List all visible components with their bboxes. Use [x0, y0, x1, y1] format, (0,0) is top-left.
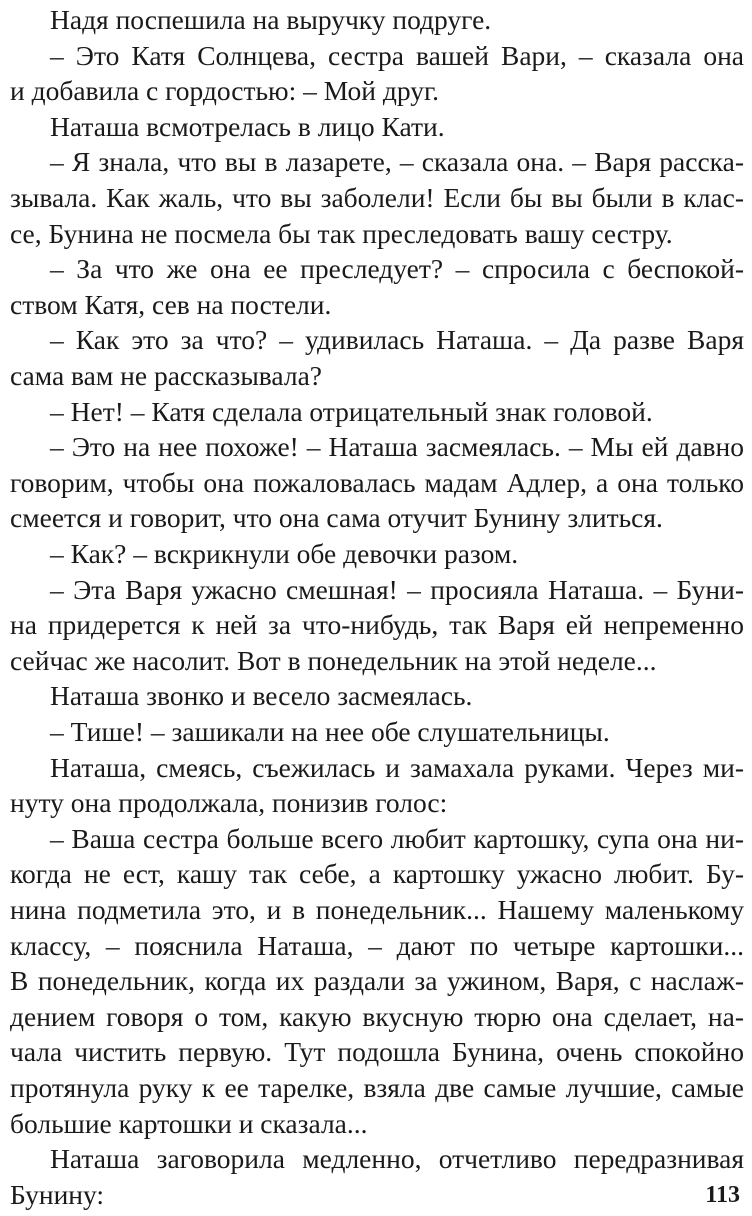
text-line: когда не ест, кашу так себе, а картошку ужасно любит. Бу- [10, 858, 744, 890]
text-line: – Как? – вскрикнули обе девочки разом. [50, 538, 519, 569]
text-line: смеется и говорит, что она сама отучит Бунину злиться. [10, 502, 663, 534]
text-line: – Это Катя Солнцева, сестра вашей Вари, – сказала она [50, 39, 744, 71]
text-line: ством Катя, сев на постели. [10, 288, 332, 320]
text-line: – Эта Варя ужасно смешная! – просияла Наташа. – Буни- [50, 573, 744, 605]
text-line: зывала. Как жаль, что вы заболели! Если бы вы были в клас- [10, 182, 744, 213]
text-line: на придерется к ней за что-нибудь, так Варя ей непременно [10, 609, 744, 641]
text-line: се, Бунина не посмела бы так преследовать вашу сестру. [10, 217, 673, 249]
text-line: Бунину: [10, 1178, 105, 1210]
text-line: Наташа всмотрелась в лицо Кати. [50, 110, 445, 142]
text-line: – Как это за что? – удивилась Наташа. – Да разве Варя [50, 324, 744, 356]
text-line: Наташа заговорила медленно, отчетливо передразнивая [50, 1143, 744, 1175]
text-line: В понедельник, когда их раздали за ужином, Варя, с наслаж- [10, 965, 744, 997]
text-line: – Я знала, что вы в лазарете, – сказала она. – Варя расска- [50, 146, 744, 178]
page-number: 113 [705, 1182, 740, 1208]
text-line: – За что же она ее преследует? – спросила с беспокой- [50, 253, 744, 285]
text-line: нуту она продолжала, понизив голос: [10, 787, 448, 819]
text-line: – Нет! – Катя сделала отрицательный знак головой. [50, 395, 653, 427]
text-line: – Ваша сестра больше всего любит картошку, супа она ни- [50, 822, 744, 854]
text-line: – Это на нее похоже! – Наташа засмеялась. – Мы ей давно [50, 431, 744, 463]
text-line: Наташа звонко и весело засмеялась. [50, 680, 473, 712]
text-line: – Тише! – зашикали на нее обе слушательницы. [50, 716, 610, 747]
text-line: сейчас же насолит. Вот в понедельник на этой неделе... [10, 644, 657, 676]
text-line: говорим, чтобы она пожаловалась мадам Адлер, а она только [10, 466, 744, 498]
text-line: классу, – пояснила Наташа, – дают по четыре картошки... [10, 929, 744, 961]
text-line: протянула руку к ее тарелке, взяла две самые лучшие, самые [10, 1072, 744, 1103]
text-line: чала чистить первую. Тут подошла Бунина, очень спокойно [10, 1036, 744, 1068]
text-line: нина подметила это, и в понедельник... Нашему маленькому [10, 894, 744, 925]
text-line: Надя поспешила на выручку подруге. [50, 4, 492, 35]
text-line: и добавила с гордостью: – Мой друг. [10, 75, 440, 107]
text-line: большие картошки и сказала... [10, 1107, 368, 1139]
text-line: дением говоря о том, какую вкусную тюрю она сделает, на- [10, 1000, 744, 1032]
text-line: Наташа, смеясь, съежилась и замахала руками. Через ми- [50, 751, 744, 783]
text-line: сама вам не рассказывала? [10, 360, 323, 391]
